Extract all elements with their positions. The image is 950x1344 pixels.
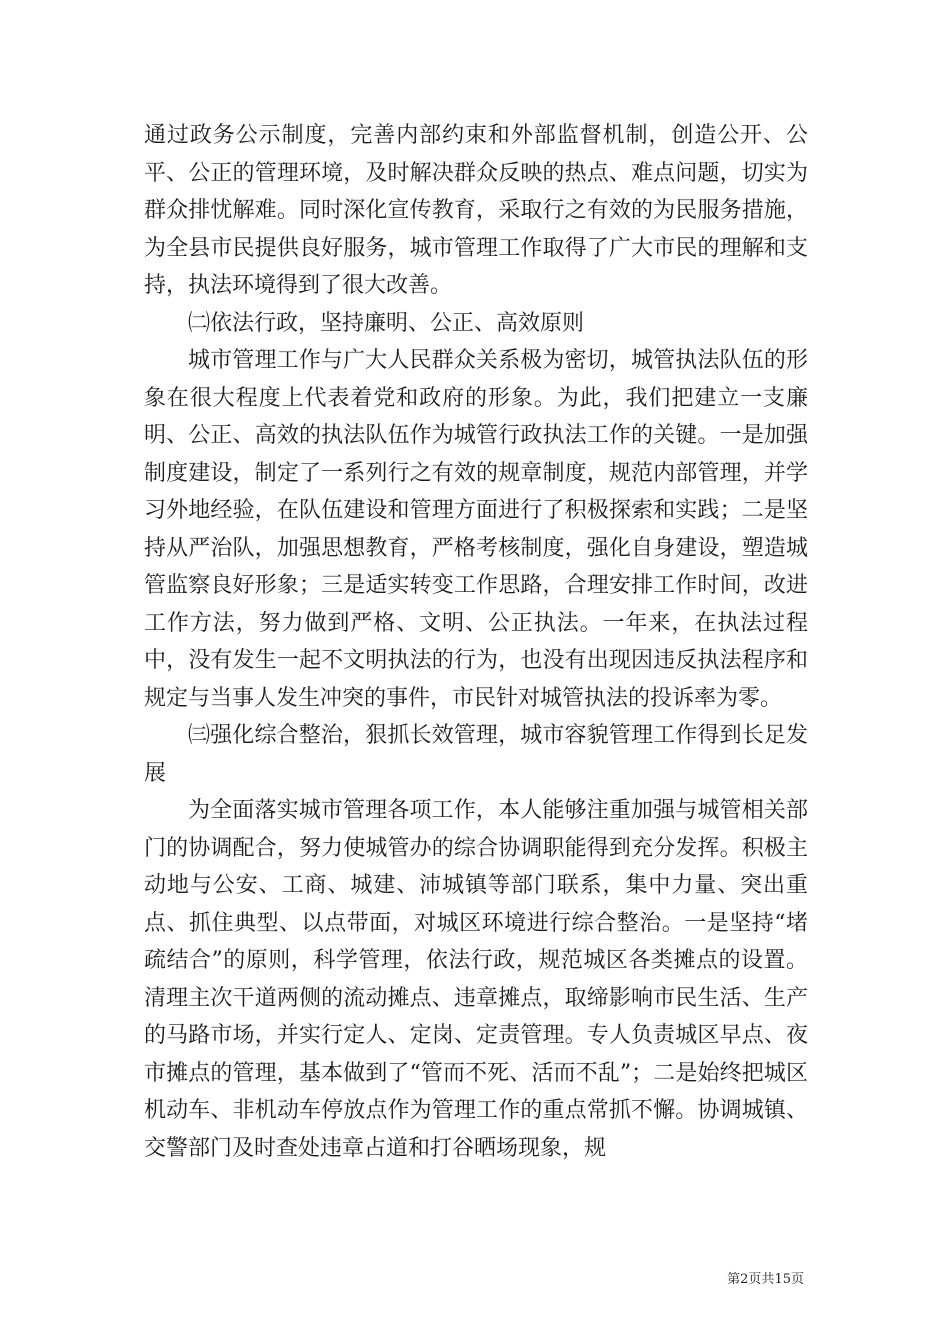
section-heading-3: ㈢强化综合整治，狠抓长效管理，城市容貌管理工作得到长足发展 [144,723,808,786]
paragraph-intro: 通过政务公示制度，完善内部约束和外部监督机制，创造公开、公平、公正的管理环境，及时解决群众反映的热点、难点问题，切实为群众排忧解难。同时深化宣传教育，采取行之有效的为民服务措施，为全县市民提供良好服务，城市管理工作取得了广大市民的理解和支持，执法环境得到了很大改善。 [144,123,808,298]
footer-prefix: 第 [727,1272,741,1287]
page-footer [727,1272,804,1288]
paragraph-section-2: 城市管理工作与广大人民群众关系极为密切，城管执法队伍的形象在很大程度上代表着党和政府的形象。为此，我们把建立一支廉明、公正、高效的执法队伍作为城管行政执法工作的关键。一是加强制度建设，制定了一系列行之有效的规章制度，规范内部管理，并学习外地经验，在队伍建设和管理方面进行了积极探索和实践；二是坚持从严治队，加强思想教育，严格考核制度，强化自身建设，塑造城管监察良好形象；三是适实转变工作思路，合理安排工作时间，改进工作方法，努力做到严格、文明、公正执法。一年来，在执法过程中，没有发生一起不文明执法的行为，也没有出现因违反执法程序和规定与当事人发生冲突的事件，市民针对城管执法的投诉率为零。 [144,348,808,711]
footer-total-pages: 15 [774,1272,791,1287]
section-heading-2: ㈡依法行政，坚持廉明、公正、高效原则 [188,310,585,336]
document-body [144,117,808,1167]
paragraph-section-3: 为全面落实城市管理各项工作，本人能够注重加强与城管相关部门的协调配合，努力使城管办的综合协调职能得到充分发挥。积极主动地与公安、工商、城建、沛城镇等部门联系，集中力量、突出重点、抓住典型、以点带面，对城区环境进行综合整治。一是坚持“堵疏结合”的原则，科学管理，依法行政，规范城区各类摊点的设置。清理主次干道两侧的流动摊点、违章摊点，取缔影响市民生活、生产的马路市场，并实行定人、定岗、定责管理。专人负责城区早点、夜市摊点的管理，基本做到了“管而不死、活而不乱”；二是始终把城区机动车、非机动车停放点作为管理工作的重点常抓不懈。协调城镇、交警部门及时查处违章占道和打谷晒场现象，规 [144,798,808,1161]
footer-current-page: 2 [740,1272,749,1287]
footer-suffix: 页 [790,1272,804,1287]
footer-middle: 页共 [748,1272,775,1287]
